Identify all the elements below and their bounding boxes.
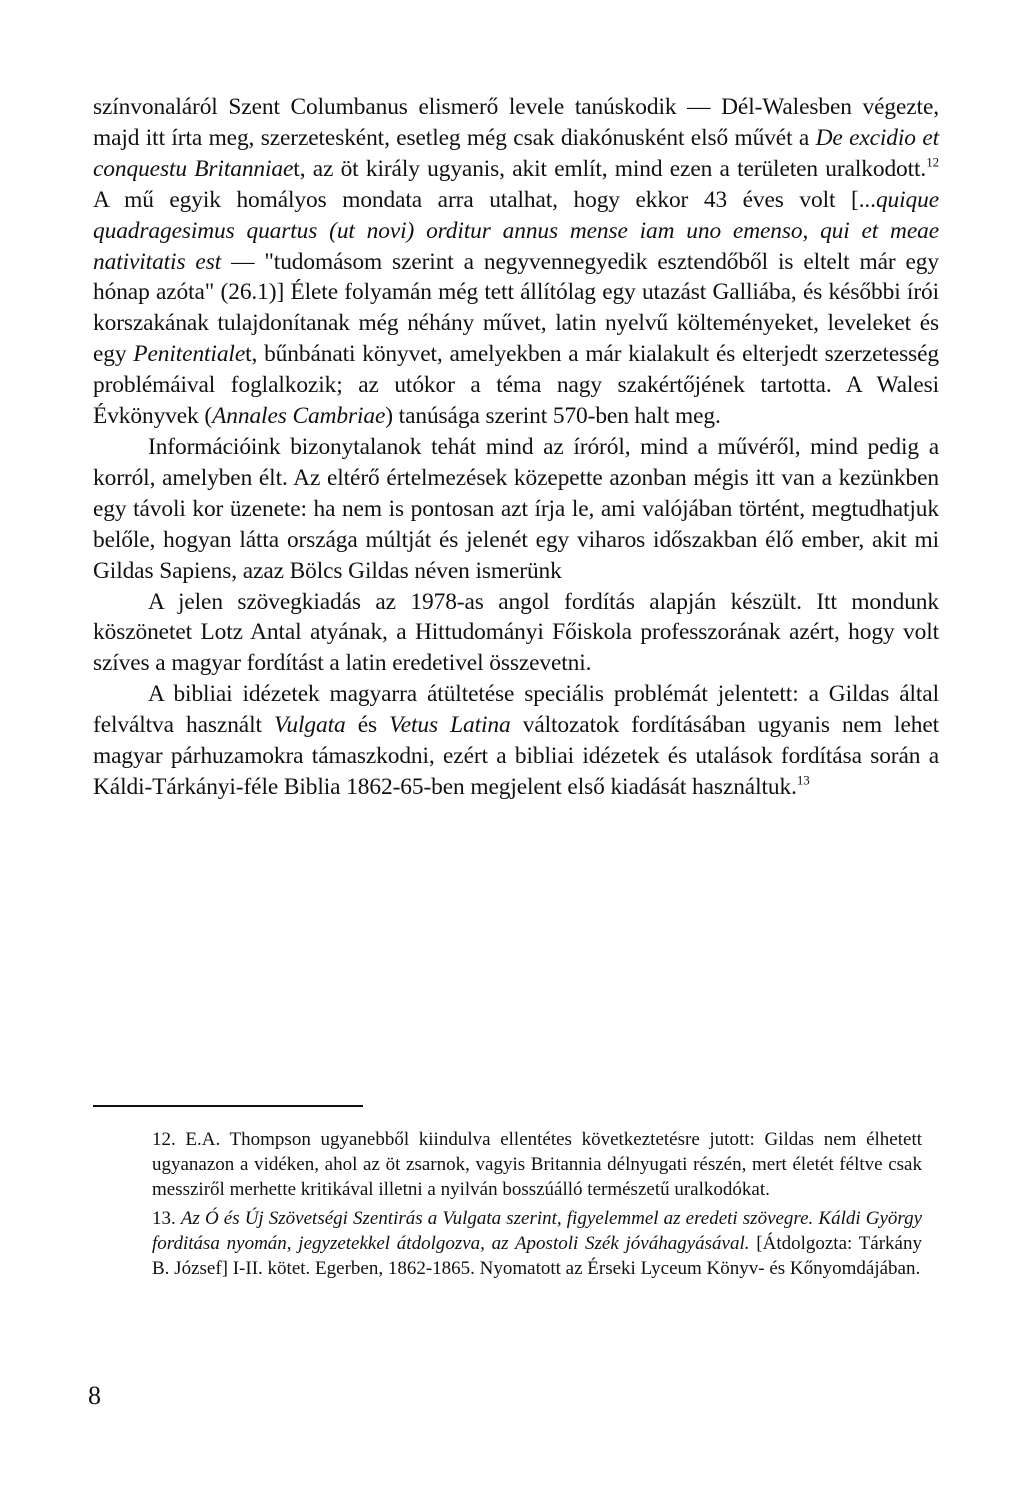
body-paragraph (93, 432, 939, 587)
italic-text-run: Vetus Latina (389, 712, 511, 739)
text-run: t, bűnbánati könyvet, amelyekben a már kialakult és elterjedt szerzetesség problémáival foglalkozik; az utókor a téma nagy szakértőjének tartotta. A Walesi Évkönyvek ( (93, 341, 939, 430)
italic-text-run: De excidio et conquestu Britanniae (93, 124, 939, 182)
footnote-reference: 13 (796, 772, 810, 788)
italic-text-run: quique quadragesimus quartus (ut novi) orditur annus mense iam uno emenso, qui et meae nativitatis est (93, 186, 939, 275)
italic-text-run: Annales Cambriae (212, 403, 386, 430)
text-run: — "tudomásom szerint a negyvennegyedik esztendőből is eltelt már egy hónap azóta" (26.1)] Élete folyamán még tett állítólag egy utazást Galliába, és későbbi írói korszakának tulajdonítanak még néhány művet, latin nyelvű költeményeket, leveleket és egy (93, 248, 939, 368)
text-run: ) tanúsága szerint 570-ben halt meg. (385, 403, 721, 430)
body-paragraph (93, 587, 939, 680)
page-number: 8 (88, 1381, 101, 1410)
text-run: Információink bizonytalanok tehát mind az íróról, mind a művéről, mind pedig a korról, amelyben élt. Az eltérő értelmezések közepette azonban mégis itt van a kezünkben egy távoli kor üzenete: ha nem is pontosan azt írja le, ami valójában történt, megtudhatjuk belőle, hogyan látta országa múltját és jelenét egy viharos időszakban élő ember, akit mi Gildas Sapiens, azaz Bölcs Gildas néven ismerünk (93, 433, 939, 584)
italic-text-run: Az Ó és Új Szövetségi Szentirás a Vulgata szerint, figyelemmel az eredeti szövegre. Káldi György forditása nyomán, jegyzetekkel átdolgozva, az Apostoli Szék jóváhagyásával. (152, 1208, 923, 1255)
footnote (152, 1207, 922, 1281)
footnote-reference: 12 (926, 154, 939, 170)
text-run: 13. (152, 1208, 181, 1230)
italic-text-run: Vulgata (273, 712, 346, 739)
footnotes (152, 1128, 922, 1282)
text-run: változatok fordításában ugyanis nem lehet magyar párhuzamokra támaszkodni, ezért a bibliai idézetek és utalások fordítása során a Káldi-Tárkányi-féle Biblia 1862-65-ben megjelent első kiadását használtuk. (93, 712, 939, 800)
body-text (93, 92, 939, 803)
text-run: A jelen szövegkiadás az 1978-as angol fordítás alapján készült. Itt mondunk köszönetet Lotz Antal atyának, a Hittudományi Főiskola professzorának azért, hogy volt szíves a magyar fordítást a latin eredetivel összevetni. (93, 588, 939, 677)
footnote (152, 1128, 922, 1202)
text-run: színvonaláról Szent Columbanus elismerő levele tanúskodik — Dél-Walesben végezte, majd itt írta meg, szerzetesként, esetleg még csak diakónusként első művét a (93, 94, 939, 151)
body-paragraph (93, 92, 939, 432)
text-run: 12. E.A. Thompson ugyanebből kiindulva ellentétes következtetésre jutott: Gildas nem élhetett ugyanazon a vidéken, ahol az öt zsarnok, vagyis Britannia délnyugati részén, mert életét féltve csak messziről merhette kritikával illetni a nyilván bosszúálló természetű uralkodókat. (152, 1129, 922, 1200)
text-run: t, az öt király ugyanis, akit említ, mind ezen a területen uralkodott. (293, 155, 927, 182)
text-run: és (345, 712, 390, 739)
footnote-separator (93, 1105, 363, 1107)
text-run: [Átdolgozta: Tárkány B. József] I-II. kötet. Egerben, 1862-1865. Nyomatott az Érseki Lyceum Könyv- és Kőnyomdájában. (152, 1233, 922, 1279)
body-paragraph (93, 679, 939, 803)
text-run: A bibliai idézetek magyarra átültetése speciális problémát jelentett: a Gildas által felváltva használt (93, 681, 939, 739)
page-body (93, 92, 939, 803)
text-run: A mű egyik homályos mondata arra utalhat, hogy ekkor 43 éves volt [... (93, 186, 876, 213)
italic-text-run: Penitentiale (133, 341, 246, 368)
